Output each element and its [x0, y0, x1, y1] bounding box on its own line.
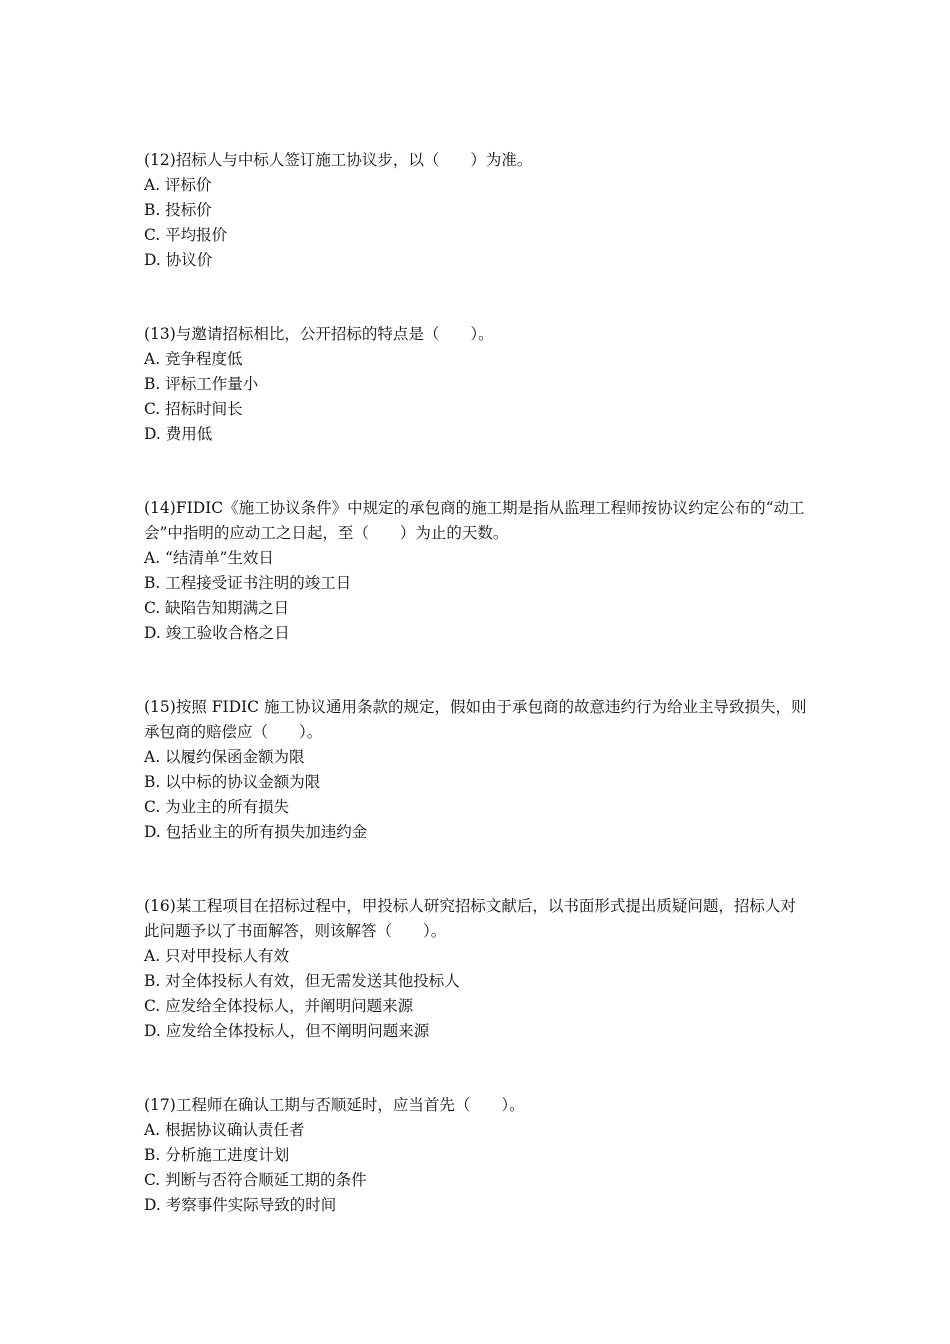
option-b: B. 对全体投标人有效，但无需发送其他投标人: [144, 972, 460, 990]
question-14: [144, 496, 809, 646]
option-d: D. 竣工验收合格之日: [144, 624, 290, 642]
question-15: [144, 695, 809, 845]
question-13: [144, 322, 809, 447]
question-16: [144, 894, 809, 1044]
question-stem: (12)招标人与中标人签订施工协议步，以（ ）为准。: [144, 151, 533, 169]
option-c: C. 招标时间长: [144, 400, 243, 418]
option-d: D. 包括业主的所有损失加违约金: [144, 823, 368, 841]
question-stem: (15)按照 FIDIC 施工协议通用条款的规定，假如由于承包商的故意违约行为给业主导致损失，则承包商的赔偿应（ ）。: [144, 698, 807, 741]
option-d: D. 协议价: [144, 251, 213, 269]
option-b: B. 评标工作量小: [144, 375, 259, 393]
question-stem: (17)工程师在确认工期与否顺延时，应当首先（ ）。: [144, 1096, 525, 1114]
option-c: C. 为业主的所有损失: [144, 798, 290, 816]
option-a: A. 以履约保函金额为限: [144, 748, 305, 766]
option-a: A. 只对甲投标人有效: [144, 947, 290, 965]
option-a: A. 竞争程度低: [144, 350, 243, 368]
question-stem: (14)FIDIC《施工协议条件》中规定的承包商的施工期是指从监理工程师按协议约定公布的“动工会”中指明的应动工之日起，至（ ）为止的天数。: [144, 499, 805, 542]
option-b: B. 分析施工进度计划: [144, 1146, 290, 1164]
option-d: D. 应发给全体投标人，但不阐明问题来源: [144, 1022, 430, 1040]
option-c: C. 缺陷告知期满之日: [144, 599, 290, 617]
question-stem: (16)某工程项目在招标过程中，甲投标人研究招标文献后，以书面形式提出质疑问题，招标人对此问题予以了书面解答，则该解答（ ）。: [144, 897, 796, 940]
option-c: C. 应发给全体投标人，并阐明问题来源: [144, 997, 414, 1015]
option-b: B. 投标价: [144, 201, 212, 219]
option-c: C. 判断与否符合顺延工期的条件: [144, 1171, 367, 1189]
option-a: A. 评标价: [144, 176, 212, 194]
question-stem: (13)与邀请招标相比，公开招标的特点是（ ）。: [144, 325, 494, 343]
option-b: B. 工程接受证书注明的竣工日: [144, 574, 352, 592]
option-c: C. 平均报价: [144, 226, 228, 244]
option-d: D. 费用低: [144, 425, 213, 443]
question-12: [144, 148, 809, 273]
option-a: A. “结清单”生效日: [144, 549, 274, 567]
option-b: B. 以中标的协议金额为限: [144, 773, 321, 791]
option-d: D. 考察事件实际导致的时间: [144, 1196, 337, 1214]
option-a: A. 根据协议确认责任者: [144, 1121, 305, 1139]
question-list: [144, 148, 809, 1218]
question-17: [144, 1093, 809, 1218]
